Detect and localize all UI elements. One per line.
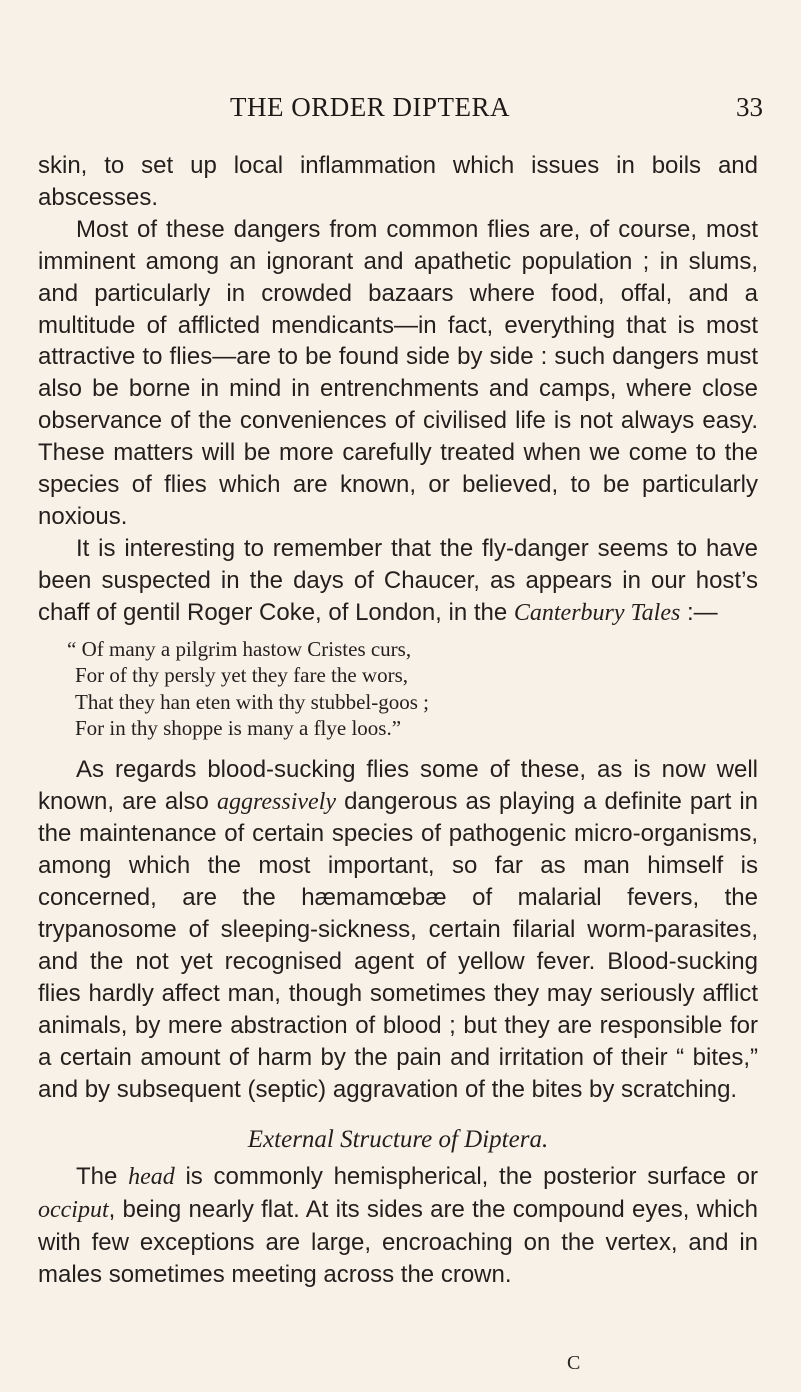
- paragraph-chaucer: [38, 533, 758, 630]
- paragraph-head-c: , being nearly flat. At its sides are the compound eyes, which with few exceptions are large, encroaching on the vertex, and in males sometimes meeting across the crown.: [38, 1196, 758, 1289]
- paragraph-head-a: The: [76, 1163, 129, 1191]
- paragraph-dangers: Most of these dangers from common flies are, of course, most imminent among an ignorant and apathetic population ; in slums, and particularly in crowded bazaars where food, offal, and a multitude of afflicted mendicants—in fact, everything that is most attractive to flies—are to be found side by side : such dangers must also be borne in mind in entrenchments and camps, where close observance of the conveniences of civilised life is not always easy. These matters will be more carefully treated when we come to the species of flies which are known, or believed, to be particularly noxious.: [38, 215, 758, 530]
- paragraph-head: [38, 1161, 758, 1291]
- paragraph-blood-sucking-b: dangerous as playing a definite part in the maintenance of certain species of pathogenic micro-organisms, among which the most important, so far as man himself is concerned, are the hæmamœbæ of malarial fevers, the trypanosome of sleeping-sickness, certain filarial worm-parasites, and the not yet recognised agent of yellow fever. Blood-sucking flies hardly affect man, though sometimes they may seriously afflict animals, by mere abstraction of blood ; but they are responsible for a certain amount of harm by the pain and irritation of their “ bites,” and by subsequent (septic) aggravation of the bites by scratching.: [38, 787, 759, 1103]
- verse-line: That they han eten with thy stubbel-goos ;: [75, 689, 430, 714]
- emphasis-aggressively: aggressively: [216, 788, 337, 815]
- paragraph-chaucer-text: It is interesting to remember that the fly-danger seems to have been suspected in the days of Chaucer, as appears in our host’s chaff of gentil Roger Coke, of London, in the: [38, 534, 758, 626]
- page-number: 33: [736, 92, 763, 122]
- verse-line: “ Of many a pilgrim hastow Cristes curs,: [67, 636, 412, 661]
- body-text: [38, 150, 758, 1291]
- paragraph-blood-sucking-a: As regards blood-sucking flies some of these, as is now well known, are also: [38, 755, 758, 815]
- verse-quotation: [38, 636, 758, 742]
- canterbury-tales-title: Canterbury Tales: [513, 599, 681, 626]
- running-head: [0, 92, 801, 128]
- emphasis-head: head: [128, 1164, 175, 1191]
- section-heading: External Structure of Diptera.: [247, 1125, 549, 1153]
- paragraph-blood-sucking: [38, 754, 758, 1106]
- emphasis-occiput: occiput: [38, 1197, 109, 1224]
- verse-line: For in thy shoppe is many a flye loos.”: [75, 716, 402, 741]
- running-title: THE ORDER DIPTERA: [230, 92, 510, 122]
- signature-mark: C: [567, 1352, 581, 1374]
- paragraph-continuation: skin, to set up local inflammation which issues in boils and abscesses.: [38, 152, 758, 211]
- verse-line: For of thy persly yet they fare the wors,: [75, 663, 408, 688]
- paragraph-chaucer-end: :—: [680, 598, 718, 626]
- paragraph-head-b: is commonly hemispherical, the posterior surface or: [174, 1163, 758, 1191]
